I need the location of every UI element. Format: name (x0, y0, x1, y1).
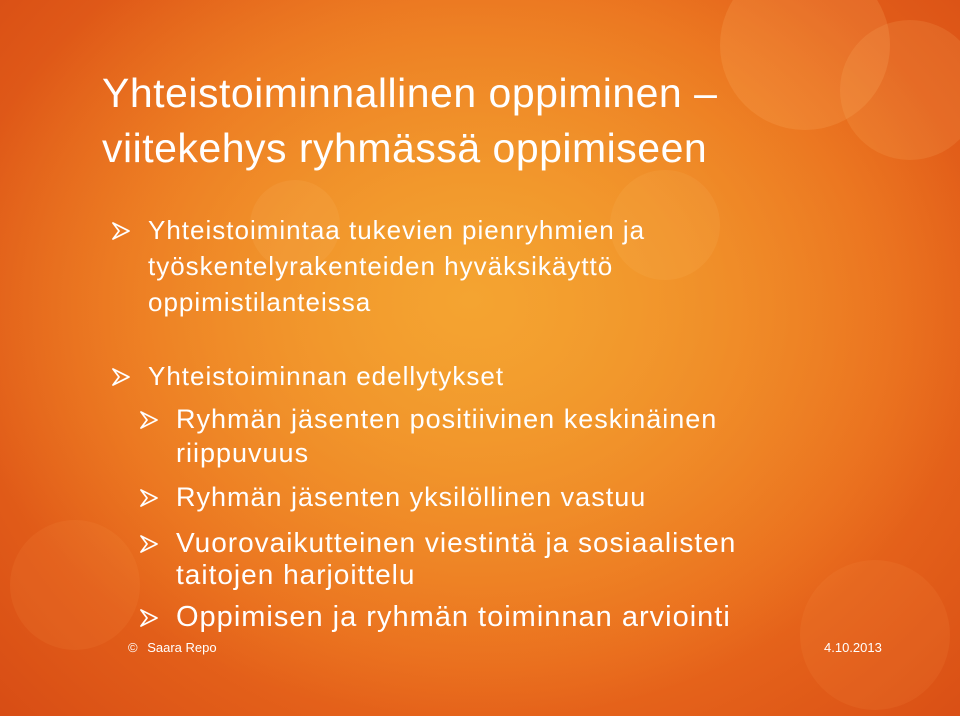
bullet-text-line: Ryhmän jäsenten positiivinen keskinäinen (176, 404, 718, 434)
footer-author (128, 640, 217, 656)
bullet-text-line: työskentelyrakenteiden hyväksikäyttö (148, 251, 614, 281)
arrowhead-bullet-icon (138, 487, 160, 509)
arrowhead-bullet-icon (110, 220, 132, 242)
arrowhead-bullet-icon (138, 533, 160, 555)
bullet-text-line: oppimistilanteissa (148, 287, 372, 317)
slide-title-line: Yhteistoiminnallinen oppiminen – (102, 70, 718, 116)
bullet-text-line: riippuvuus (176, 438, 310, 468)
arrowhead-bullet-icon (138, 409, 160, 431)
arrowhead-bullet-icon (138, 607, 160, 629)
author-name: Saara Repo (147, 640, 217, 655)
bullet-text-line: Vuorovaikutteinen viestintä ja sosiaalisten (176, 527, 737, 558)
arrowhead-bullet-icon (110, 366, 132, 388)
bullet-text-line: Ryhmän jäsenten yksilöllinen vastuu (176, 482, 647, 512)
bullet-text-line: Yhteistoiminnan edellytykset (148, 361, 505, 391)
bullet-text-line: Yhteistoimintaa tukevien pienryhmien ja (148, 215, 646, 245)
slide-title-line: viitekehys ryhmässä oppimiseen (102, 125, 708, 171)
footer-date: 4.10.2013 (824, 640, 882, 655)
copyright-symbol: © (128, 640, 138, 655)
bullet-text-line: taitojen harjoittelu (176, 559, 416, 590)
bullet-text-line: Oppimisen ja ryhmän toiminnan arviointi (176, 601, 731, 633)
